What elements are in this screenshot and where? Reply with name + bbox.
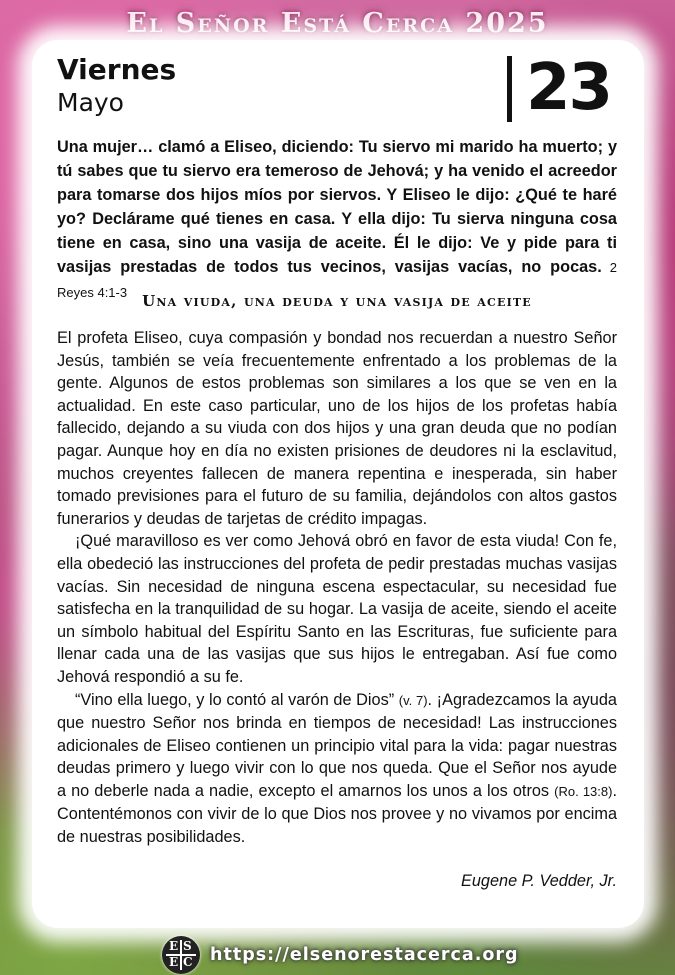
- paragraph-1: El profeta Eliseo, cuya compasión y bondad nos recuerdan a nuestro Señor Jesús, también se veía frecuentemente enfrentado a los problemas de la gente. Algunos de estos problemas son similares a los que se ven en la actualidad. En este caso particular, uno de los hijos de los profetas había fallecido, dejando a su viuda con dos hijos y una gran deuda que no podían pagar. Aunque hoy en día no existen prisiones de deudores ni la esclavitud, muchos creyentes fallecen de manera repentina e inesperada, sin haber tomado previsiones para el futuro de su familia, dejándolos con altos gastos funerarios y deudas de tarjetas de crédito impagas.: [57, 329, 617, 528]
- verse-text: Una mujer… clamó a Eliseo, diciendo: Tu siervo mi marido ha muerto; y tú sabes que tu siervo era temeroso de Jehová; y ha venido el acreedor para tomarse dos hijos míos por siervos. Y Eliseo le dijo: ¿Qué te haré yo? Declárame qué tienes en casa. Y ella dijo: Tu sierva ninguna cosa tiene en casa, sino una vasija de aceite. Él le dijo: Ve y pide para ti vasijas prestadas de todos tus vecinos, vasijas vacías, no pocas.: [57, 138, 617, 276]
- verse-ref-inline: (v. 7): [398, 692, 428, 708]
- month-label: Mayo: [57, 88, 124, 117]
- paragraph-3: [57, 689, 617, 849]
- paragraph-3-middle: . ¡Agradezcamos la ayuda que nuestro Señor nos brinda en tiempos de necesidad! Las instrucciones adicionales de Eliseo contienen un principio vital para la vida: pagar nuestras deudas primero y luego vivir con lo que nos queda. Que el Señor nos ayude a no deberle nada a nadie, excepto el amarnos los unos a los otros: [57, 690, 617, 800]
- weekday-label: Viernes: [57, 53, 177, 86]
- logo-letter: E: [169, 939, 179, 953]
- author-signature: Eugene P. Vedder, Jr.: [461, 872, 617, 890]
- scripture-verse: [57, 135, 617, 305]
- logo-letter: E: [169, 955, 179, 969]
- romans-ref-inline: (Ro. 13:8): [554, 783, 613, 799]
- logo-letter: C: [183, 955, 193, 969]
- verse-reference: 2 Reyes 4:1-3: [57, 260, 617, 300]
- date-divider: [507, 56, 512, 122]
- publisher-logo-icon: [162, 936, 200, 974]
- article-body: [57, 327, 617, 849]
- logo-cross-vertical: [180, 940, 182, 970]
- footer: [162, 936, 519, 974]
- quote-text: “Vino ella luego, y lo contó al varón de Dios”: [75, 690, 395, 709]
- article-title: Una viuda, una deuda y una vasija de aceite: [142, 292, 532, 310]
- paragraph-3-end: . Contentémonos con vivir de lo que Dios nos provee y no vivamos por encima de nuestras posibilidades.: [57, 781, 617, 847]
- publication-title: El Señor Está Cerca 2025: [126, 8, 549, 39]
- website-link[interactable]: https://elsenorestacerca.org: [210, 945, 519, 965]
- logo-letter: S: [183, 939, 192, 953]
- day-number: 23: [526, 51, 612, 125]
- paragraph-2: ¡Qué maravilloso es ver como Jehová obró en favor de esta viuda! Con fe, ella obedeció las instrucciones del profeta de pedir prestadas muchas vasijas vacías. Sin necesidad de ninguna escena espectacular, su necesidad fue satisfecha en la tranquilidad de su hogar. La vasija de aceite, siendo el aceite un símbolo habitual del Espíritu Santo en las Escrituras, fue suficiente para llenar cada una de las vasijas que sus hijos le entregaban. Así fue como Jehová respondió a su fe.: [57, 532, 617, 686]
